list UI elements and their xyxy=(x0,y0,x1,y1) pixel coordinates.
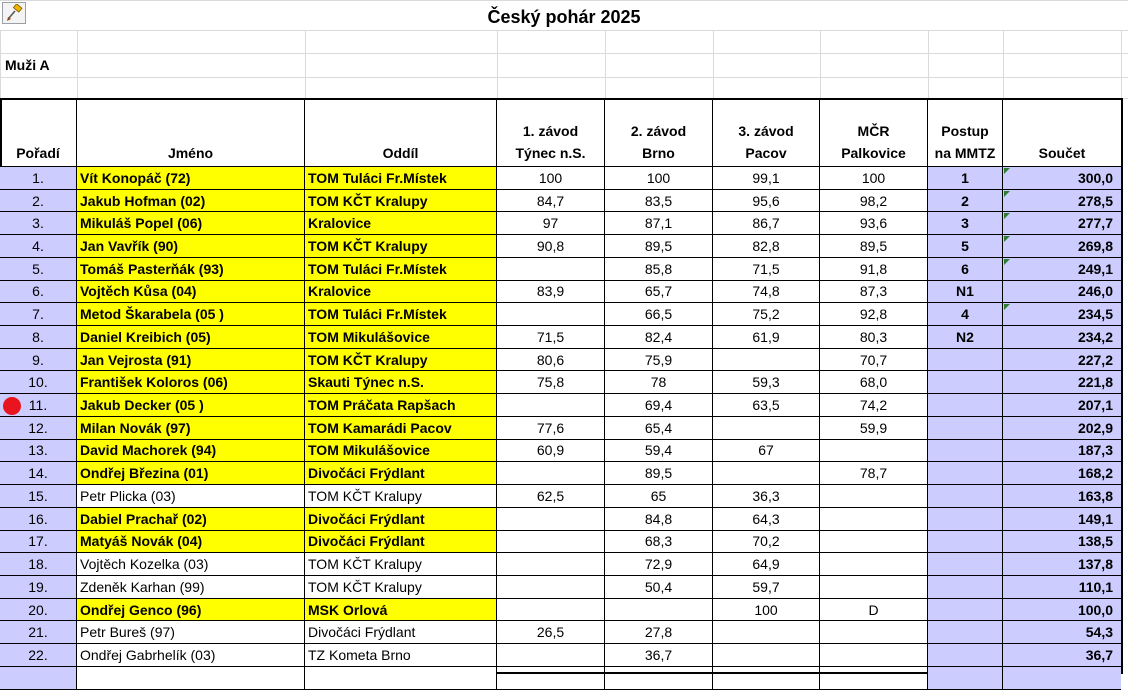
cell-r3[interactable]: 74,8 xyxy=(713,281,820,304)
cell-r3[interactable]: 75,2 xyxy=(713,303,820,326)
cell-mcr[interactable] xyxy=(820,553,928,576)
gridline-v xyxy=(713,30,714,98)
cell-r3[interactable]: 86,7 xyxy=(713,212,820,235)
format-painter-icon[interactable] xyxy=(2,2,26,24)
cell-mcr[interactable] xyxy=(820,644,928,667)
comment-indicator xyxy=(1004,304,1010,310)
cell-mcr[interactable]: 74,2 xyxy=(820,394,928,417)
cell-total[interactable]: 168,2 xyxy=(1003,462,1121,485)
cell-name[interactable]: František Koloros (06) xyxy=(77,371,305,394)
cell-total[interactable]: 36,7 xyxy=(1003,644,1121,667)
cell-mcr[interactable]: 92,8 xyxy=(820,303,928,326)
cell-r2[interactable]: 84,8 xyxy=(605,508,713,531)
cell-adv[interactable] xyxy=(928,644,1003,667)
cell-rank[interactable]: 4. xyxy=(0,235,77,258)
cell-mcr[interactable]: 89,5 xyxy=(820,235,928,258)
cell-empty[interactable] xyxy=(77,667,305,690)
cell-club[interactable]: TOM Tuláci Fr.Místek xyxy=(305,167,497,190)
cell-total[interactable]: 269,8 xyxy=(1003,235,1121,258)
cell-total[interactable]: 234,5 xyxy=(1003,303,1121,326)
cell-adv[interactable] xyxy=(928,417,1003,440)
cell-r3[interactable]: 59,7 xyxy=(713,576,820,599)
gridline-h xyxy=(0,53,1128,54)
gridline-v xyxy=(820,30,821,98)
cell-club[interactable]: TOM Mikulášovice xyxy=(305,440,497,463)
cell-adv[interactable]: N2 xyxy=(928,326,1003,349)
cell-rank[interactable]: 18. xyxy=(0,553,77,576)
cell-name[interactable]: Ondřej Gabrhelík (03) xyxy=(77,644,305,667)
cell-r1[interactable] xyxy=(497,531,605,554)
gridline-v xyxy=(1003,30,1004,98)
cell-r1[interactable] xyxy=(497,599,605,622)
cell-name[interactable]: Daniel Kreibich (05) xyxy=(77,326,305,349)
cell-rank[interactable]: 13. xyxy=(0,440,77,463)
cell-adv[interactable]: 5 xyxy=(928,235,1003,258)
cell-r1[interactable]: 90,8 xyxy=(497,235,605,258)
cell-mcr[interactable] xyxy=(820,440,928,463)
cell-r3[interactable] xyxy=(713,349,820,372)
header-advance-line1: Postup xyxy=(941,123,989,139)
cell-r3[interactable]: 63,5 xyxy=(713,394,820,417)
cell-r1[interactable] xyxy=(497,644,605,667)
cell-name[interactable]: Jan Vejrosta (91) xyxy=(77,349,305,372)
cell-r1[interactable]: 71,5 xyxy=(497,326,605,349)
cell-r2[interactable]: 50,4 xyxy=(605,576,713,599)
cell-r3[interactable]: 64,3 xyxy=(713,508,820,531)
cell-rank[interactable]: 12. xyxy=(0,417,77,440)
cell-r2[interactable]: 27,8 xyxy=(605,621,713,644)
cell-name[interactable]: Vojtěch Kozelka (03) xyxy=(77,553,305,576)
cell-adv[interactable] xyxy=(928,621,1003,644)
cell-empty[interactable] xyxy=(820,667,928,690)
cell-adv[interactable] xyxy=(928,599,1003,622)
cell-club[interactable]: Kralovice xyxy=(305,212,497,235)
cell-adv[interactable] xyxy=(928,531,1003,554)
cell-empty[interactable] xyxy=(305,667,497,690)
cell-adv[interactable]: 1 xyxy=(928,167,1003,190)
cell-r1[interactable]: 62,5 xyxy=(497,485,605,508)
cell-mcr[interactable]: 100 xyxy=(820,167,928,190)
cell-r2[interactable]: 75,9 xyxy=(605,349,713,372)
cell-r1[interactable]: 100 xyxy=(497,167,605,190)
cell-rank[interactable]: 2. xyxy=(0,190,77,213)
cell-r3[interactable]: 70,2 xyxy=(713,531,820,554)
cell-empty[interactable] xyxy=(928,667,1003,690)
cell-name[interactable]: Petr Bureš (97) xyxy=(77,621,305,644)
cell-r1[interactable] xyxy=(497,553,605,576)
cell-empty[interactable] xyxy=(1003,667,1121,690)
cell-rank[interactable]: 10. xyxy=(0,371,77,394)
cell-r1[interactable] xyxy=(497,303,605,326)
comment-indicator xyxy=(1004,168,1010,174)
cell-r2[interactable]: 65,4 xyxy=(605,417,713,440)
cell-total[interactable]: 227,2 xyxy=(1003,349,1121,372)
cell-club[interactable]: MSK Orlová xyxy=(305,599,497,622)
cell-mcr[interactable]: 59,9 xyxy=(820,417,928,440)
cell-club[interactable]: TZ Kometa Brno xyxy=(305,644,497,667)
cell-rank[interactable]: 8. xyxy=(0,326,77,349)
cell-r3[interactable]: 67 xyxy=(713,440,820,463)
header-race1-line2: Týnec n.S. xyxy=(515,145,586,161)
cell-adv[interactable] xyxy=(928,440,1003,463)
cell-r1[interactable]: 84,7 xyxy=(497,190,605,213)
cell-name[interactable]: Milan Novák (97) xyxy=(77,417,305,440)
cell-r2[interactable]: 78 xyxy=(605,371,713,394)
category-label: Muži A xyxy=(5,57,50,73)
cell-adv[interactable]: 2 xyxy=(928,190,1003,213)
cell-r1[interactable]: 26,5 xyxy=(497,621,605,644)
header-rank[interactable] xyxy=(0,98,77,167)
cell-rank[interactable]: 15. xyxy=(0,485,77,508)
cell-name[interactable]: David Machorek (94) xyxy=(77,440,305,463)
cell-mcr[interactable] xyxy=(820,531,928,554)
gridline-h xyxy=(0,77,1128,78)
cell-r3[interactable]: 99,1 xyxy=(713,167,820,190)
cell-r2[interactable] xyxy=(605,599,713,622)
cell-total[interactable]: 138,5 xyxy=(1003,531,1121,554)
cell-rank[interactable]: 14. xyxy=(0,462,77,485)
cell-r3[interactable] xyxy=(713,644,820,667)
cell-r3[interactable]: 82,8 xyxy=(713,235,820,258)
cell-adv[interactable]: N1 xyxy=(928,281,1003,304)
gridline-v xyxy=(497,30,498,98)
cell-total[interactable]: 100,0 xyxy=(1003,599,1121,622)
cell-name[interactable]: Matyáš Novák (04) xyxy=(77,531,305,554)
cell-adv[interactable]: 6 xyxy=(928,258,1003,281)
cell-total[interactable]: 163,8 xyxy=(1003,485,1121,508)
cell-mcr[interactable]: 70,7 xyxy=(820,349,928,372)
header-total[interactable] xyxy=(1003,98,1121,167)
cell-rank[interactable]: 21. xyxy=(0,621,77,644)
gridline-v xyxy=(305,30,306,98)
cell-r1[interactable]: 83,9 xyxy=(497,281,605,304)
cell-mcr[interactable]: 98,2 xyxy=(820,190,928,213)
gridline-v xyxy=(1121,30,1122,98)
cell-rank[interactable]: 19. xyxy=(0,576,77,599)
gridline-v xyxy=(0,30,1,98)
cell-name[interactable]: Metod Škarabela (05 ) xyxy=(77,303,305,326)
cell-r2[interactable]: 85,8 xyxy=(605,258,713,281)
comment-indicator xyxy=(1004,236,1010,242)
cell-mcr[interactable] xyxy=(820,485,928,508)
cell-rank[interactable]: 20. xyxy=(0,599,77,622)
cell-r1[interactable]: 75,8 xyxy=(497,371,605,394)
cell-club[interactable]: TOM KČT Kralupy xyxy=(305,235,497,258)
cell-r3[interactable]: 71,5 xyxy=(713,258,820,281)
header-race1-line1: 1. závod xyxy=(522,123,579,139)
cell-club[interactable]: Skauti Týnec n.S. xyxy=(305,371,497,394)
cell-name[interactable]: Zdeněk Karhan (99) xyxy=(77,576,305,599)
cell-adv[interactable] xyxy=(928,394,1003,417)
cell-name[interactable]: Jan Vavřík (90) xyxy=(77,235,305,258)
cell-adv[interactable]: 3 xyxy=(928,212,1003,235)
cell-club[interactable]: Kralovice xyxy=(305,281,497,304)
cell-rank[interactable]: 5. xyxy=(0,258,77,281)
cell-rank[interactable]: 22. xyxy=(0,644,77,667)
cell-total[interactable]: 249,1 xyxy=(1003,258,1121,281)
cell-total[interactable]: 207,1 xyxy=(1003,394,1121,417)
cell-club[interactable]: Divočáci Frýdlant xyxy=(305,508,497,531)
header-race2-line1: 2. závod xyxy=(630,123,687,139)
header-name-label: Jméno xyxy=(167,145,214,161)
cell-total[interactable]: 278,5 xyxy=(1003,190,1121,213)
cell-rank[interactable]: 6. xyxy=(0,281,77,304)
cell-adv[interactable] xyxy=(928,371,1003,394)
header-club-label: Oddíl xyxy=(382,145,419,161)
cell-mcr[interactable] xyxy=(820,621,928,644)
cell-rank[interactable]: 7. xyxy=(0,303,77,326)
cell-total[interactable]: 246,0 xyxy=(1003,281,1121,304)
cell-total[interactable]: 110,1 xyxy=(1003,576,1121,599)
cell-rank[interactable]: 9. xyxy=(0,349,77,372)
cell-club[interactable]: TOM KČT Kralupy xyxy=(305,349,497,372)
cell-total[interactable]: 187,3 xyxy=(1003,440,1121,463)
cell-r1[interactable]: 80,6 xyxy=(497,349,605,372)
cell-rank[interactable]: 17. xyxy=(0,531,77,554)
cell-mcr[interactable]: 80,3 xyxy=(820,326,928,349)
cell-adv[interactable]: 4 xyxy=(928,303,1003,326)
cell-r3[interactable] xyxy=(713,417,820,440)
cell-club[interactable]: TOM Kamarádi Pacov xyxy=(305,417,497,440)
red-marker-icon xyxy=(3,397,21,415)
cell-name[interactable]: Dabiel Prachař (02) xyxy=(77,508,305,531)
cell-adv[interactable] xyxy=(928,485,1003,508)
cell-r2[interactable]: 36,7 xyxy=(605,644,713,667)
cell-r2[interactable]: 72,9 xyxy=(605,553,713,576)
cell-total[interactable]: 149,1 xyxy=(1003,508,1121,531)
cell-r3[interactable]: 61,9 xyxy=(713,326,820,349)
cell-r1[interactable] xyxy=(497,462,605,485)
cell-total[interactable]: 221,8 xyxy=(1003,371,1121,394)
cell-r1[interactable]: 77,6 xyxy=(497,417,605,440)
cell-r2[interactable]: 89,5 xyxy=(605,235,713,258)
cell-r2[interactable]: 69,4 xyxy=(605,394,713,417)
header-club[interactable] xyxy=(305,98,497,167)
cell-rank[interactable]: 3. xyxy=(0,212,77,235)
cell-r2[interactable]: 83,5 xyxy=(605,190,713,213)
cell-mcr[interactable] xyxy=(820,508,928,531)
cell-r3[interactable] xyxy=(713,462,820,485)
cell-r1[interactable] xyxy=(497,258,605,281)
comment-indicator xyxy=(1004,213,1010,219)
header-race3-line1: 3. závod xyxy=(738,123,794,139)
sheet-title: Český pohár 2025 xyxy=(487,6,641,27)
cell-empty[interactable] xyxy=(713,667,820,690)
cell-mcr[interactable]: 78,7 xyxy=(820,462,928,485)
header-rank-label: Pořadí xyxy=(16,145,60,161)
gridline-v xyxy=(605,30,606,98)
cell-total[interactable]: 234,2 xyxy=(1003,326,1121,349)
cell-r3[interactable]: 95,6 xyxy=(713,190,820,213)
cell-club[interactable]: TOM Mikulášovice xyxy=(305,326,497,349)
cell-club[interactable]: TOM KČT Kralupy xyxy=(305,485,497,508)
comment-indicator xyxy=(1004,191,1010,197)
header-race2[interactable] xyxy=(605,98,713,167)
cell-rank[interactable]: 1. xyxy=(0,167,77,190)
header-name[interactable] xyxy=(77,98,305,167)
header-mcr[interactable] xyxy=(820,98,928,167)
gridline-v xyxy=(928,30,929,98)
cell-total[interactable]: 137,8 xyxy=(1003,553,1121,576)
cell-club[interactable]: Divočáci Frýdlant xyxy=(305,462,497,485)
cell-adv[interactable] xyxy=(928,462,1003,485)
cell-r1[interactable] xyxy=(497,394,605,417)
cell-name[interactable]: Ondřej Genco (96) xyxy=(77,599,305,622)
cell-club[interactable]: TOM Tuláci Fr.Místek xyxy=(305,258,497,281)
cell-adv[interactable] xyxy=(928,349,1003,372)
cell-r2[interactable]: 68,3 xyxy=(605,531,713,554)
cell-r3[interactable] xyxy=(713,621,820,644)
comment-indicator xyxy=(1004,259,1010,265)
cell-r2[interactable]: 65 xyxy=(605,485,713,508)
cell-mcr[interactable]: 93,6 xyxy=(820,212,928,235)
cell-club[interactable]: TOM Tuláci Fr.Místek xyxy=(305,303,497,326)
cell-r3[interactable]: 100 xyxy=(713,599,820,622)
cell-r2[interactable]: 82,4 xyxy=(605,326,713,349)
cell-rank[interactable]: 11. xyxy=(0,394,77,417)
header-race1[interactable] xyxy=(497,98,605,167)
cell-r2[interactable]: 65,7 xyxy=(605,281,713,304)
cell-empty[interactable] xyxy=(605,667,713,690)
cell-club[interactable]: Divočáci Frýdlant xyxy=(305,531,497,554)
cell-mcr[interactable]: 87,3 xyxy=(820,281,928,304)
cell-r2[interactable]: 87,1 xyxy=(605,212,713,235)
cell-mcr[interactable]: 91,8 xyxy=(820,258,928,281)
cell-r2[interactable]: 59,4 xyxy=(605,440,713,463)
cell-name[interactable]: Tomáš Pasterňák (93) xyxy=(77,258,305,281)
cell-adv[interactable] xyxy=(928,576,1003,599)
cell-name[interactable]: Jakub Decker (05 ) xyxy=(77,394,305,417)
cell-club[interactable]: TOM KČT Kralupy xyxy=(305,576,497,599)
cell-r2[interactable]: 66,5 xyxy=(605,303,713,326)
header-race2-line2: Brno xyxy=(642,145,675,161)
cell-mcr[interactable]: D xyxy=(820,599,928,622)
cell-name[interactable]: Ondřej Březina (01) xyxy=(77,462,305,485)
cell-name[interactable]: Jakub Hofman (02) xyxy=(77,190,305,213)
cell-rank[interactable]: 16. xyxy=(0,508,77,531)
cell-total[interactable]: 300,0 xyxy=(1003,167,1121,190)
header-mcr-line1: MČR xyxy=(857,123,890,139)
gridline-h xyxy=(0,0,1128,1)
cell-mcr[interactable]: 68,0 xyxy=(820,371,928,394)
cell-mcr[interactable] xyxy=(820,576,928,599)
cell-total[interactable]: 54,3 xyxy=(1003,621,1121,644)
header-race3[interactable] xyxy=(713,98,820,167)
header-advance[interactable] xyxy=(928,98,1003,167)
cell-r3[interactable]: 36,3 xyxy=(713,485,820,508)
cell-club[interactable]: TOM KČT Kralupy xyxy=(305,190,497,213)
cell-r2[interactable]: 89,5 xyxy=(605,462,713,485)
cell-name[interactable]: Mikuláš Popel (06) xyxy=(77,212,305,235)
cell-r1[interactable]: 60,9 xyxy=(497,440,605,463)
cell-club[interactable]: TOM KČT Kralupy xyxy=(305,553,497,576)
cell-r2[interactable]: 100 xyxy=(605,167,713,190)
cell-name[interactable]: Vít Konopáč (72) xyxy=(77,167,305,190)
cell-r1[interactable] xyxy=(497,576,605,599)
header-mcr-line2: Palkovice xyxy=(841,145,906,161)
cell-empty[interactable] xyxy=(497,667,605,690)
cell-adv[interactable] xyxy=(928,553,1003,576)
gridline-h xyxy=(0,30,1128,31)
cell-club[interactable]: TOM Práčata Rapšach xyxy=(305,394,497,417)
cell-total[interactable]: 277,7 xyxy=(1003,212,1121,235)
cell-name[interactable]: Vojtěch Kůsa (04) xyxy=(77,281,305,304)
cell-total[interactable]: 202,9 xyxy=(1003,417,1121,440)
header-total-label: Součet xyxy=(1038,145,1086,161)
cell-r3[interactable]: 64,9 xyxy=(713,553,820,576)
cell-name[interactable]: Petr Plicka (03) xyxy=(77,485,305,508)
header-advance-line2: na MMTZ xyxy=(934,145,996,161)
cell-club[interactable]: Divočáci Frýdlant xyxy=(305,621,497,644)
header-race3-line2: Pacov xyxy=(745,145,787,161)
cell-r1[interactable] xyxy=(497,508,605,531)
cell-adv[interactable] xyxy=(928,508,1003,531)
cell-empty[interactable] xyxy=(0,667,77,690)
cell-r1[interactable]: 97 xyxy=(497,212,605,235)
cell-r3[interactable]: 59,3 xyxy=(713,371,820,394)
